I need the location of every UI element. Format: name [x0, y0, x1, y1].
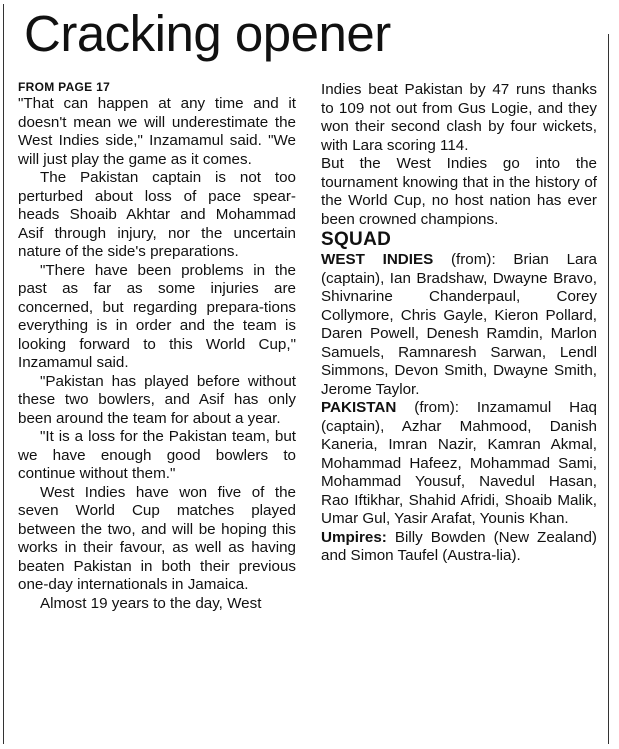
article-right-column	[321, 81, 597, 566]
clipping-left-border	[3, 4, 4, 744]
umpires	[321, 529, 597, 566]
article-paragraph: "It is a loss for the Pakistan team, but we have enough good bowlers to continue without them."	[18, 428, 296, 482]
article-paragraph: Indies beat Pakistan by 47 runs thanks to 109 not out from Gus Logie, and they won their second clash by four wickets, with Lara scoring 114.	[321, 81, 597, 154]
umpires-list: Billy Bowden (New Zealand) and Simon Taufel (Austra-lia).	[321, 528, 597, 564]
continuation-label: FROM PAGE 17	[18, 80, 111, 94]
article-paragraph: But the West Indies go into the tournament knowing that in the history of the World Cup, no host nation has ever been crowned champions.	[321, 155, 597, 228]
clipping-right-border	[608, 34, 609, 744]
west-indies-squad	[321, 251, 597, 399]
article-paragraph: "Pakistan has played before without these two bowlers, and Asif has only been around the team for about a year.	[18, 372, 296, 427]
pakistan-squad	[321, 399, 597, 529]
article-left-column	[18, 80, 296, 613]
umpires-label: Umpires:	[321, 528, 387, 546]
pakistan-label: PAKISTAN	[321, 399, 397, 416]
headline: Cracking opener	[24, 5, 391, 62]
squad-heading: SQUAD	[321, 229, 392, 250]
article-paragraph: Almost 19 years to the day, West	[40, 594, 262, 612]
article-paragraph: The Pakistan captain is not too perturbed about loss of pace spear-heads Shoaib Akhtar and Mohammad Asif through injury, nor the uncertain nature of the side's preparations.	[18, 169, 296, 260]
pakistan-list: (from): Inzamamul Haq (captain), Azhar Mahmood, Danish Kaneria, Imran Nazir, Kamran Akmal, Mohammad Hafeez, Mohammad Sami, Mohammad Yousuf, Navedul Hasan, Rao Iftikhar, Shahid Afridi, Shoaib Malik, Umar Gul, Yasir Arafat, Younis Khan.	[321, 399, 597, 527]
west-indies-list: (from): Brian Lara (captain), Ian Bradshaw, Dwayne Bravo, Shivnarine Chanderpaul, Corey Collymore, Chris Gayle, Kieron Pollard, Daren Powell, Denesh Ramdin, Marlon Samuels, Ramnaresh Sarwan, Lendl Simmons, Devon Smith, Dwayne Smith, Jerome Taylor.	[321, 251, 597, 398]
article-paragraph: West Indies have won five of the seven World Cup matches played between the two, and will be hoping this works in their favour, as well as having beaten Pakistan in both their previous one-day internationals in Jamaica.	[18, 483, 296, 593]
west-indies-label: WEST INDIES	[321, 251, 434, 268]
article-paragraph: "That can happen at any time and it doesn't mean we will underestimate the West Indies side," Inzamamul said. "We will just play the game as it comes.	[18, 95, 296, 168]
article-paragraph: "There have been problems in the past as far as some injuries are concerned, but regarding prepara-tions everything is in order and the team is looking forward to this World Cup," Inzamamul said.	[18, 261, 296, 371]
